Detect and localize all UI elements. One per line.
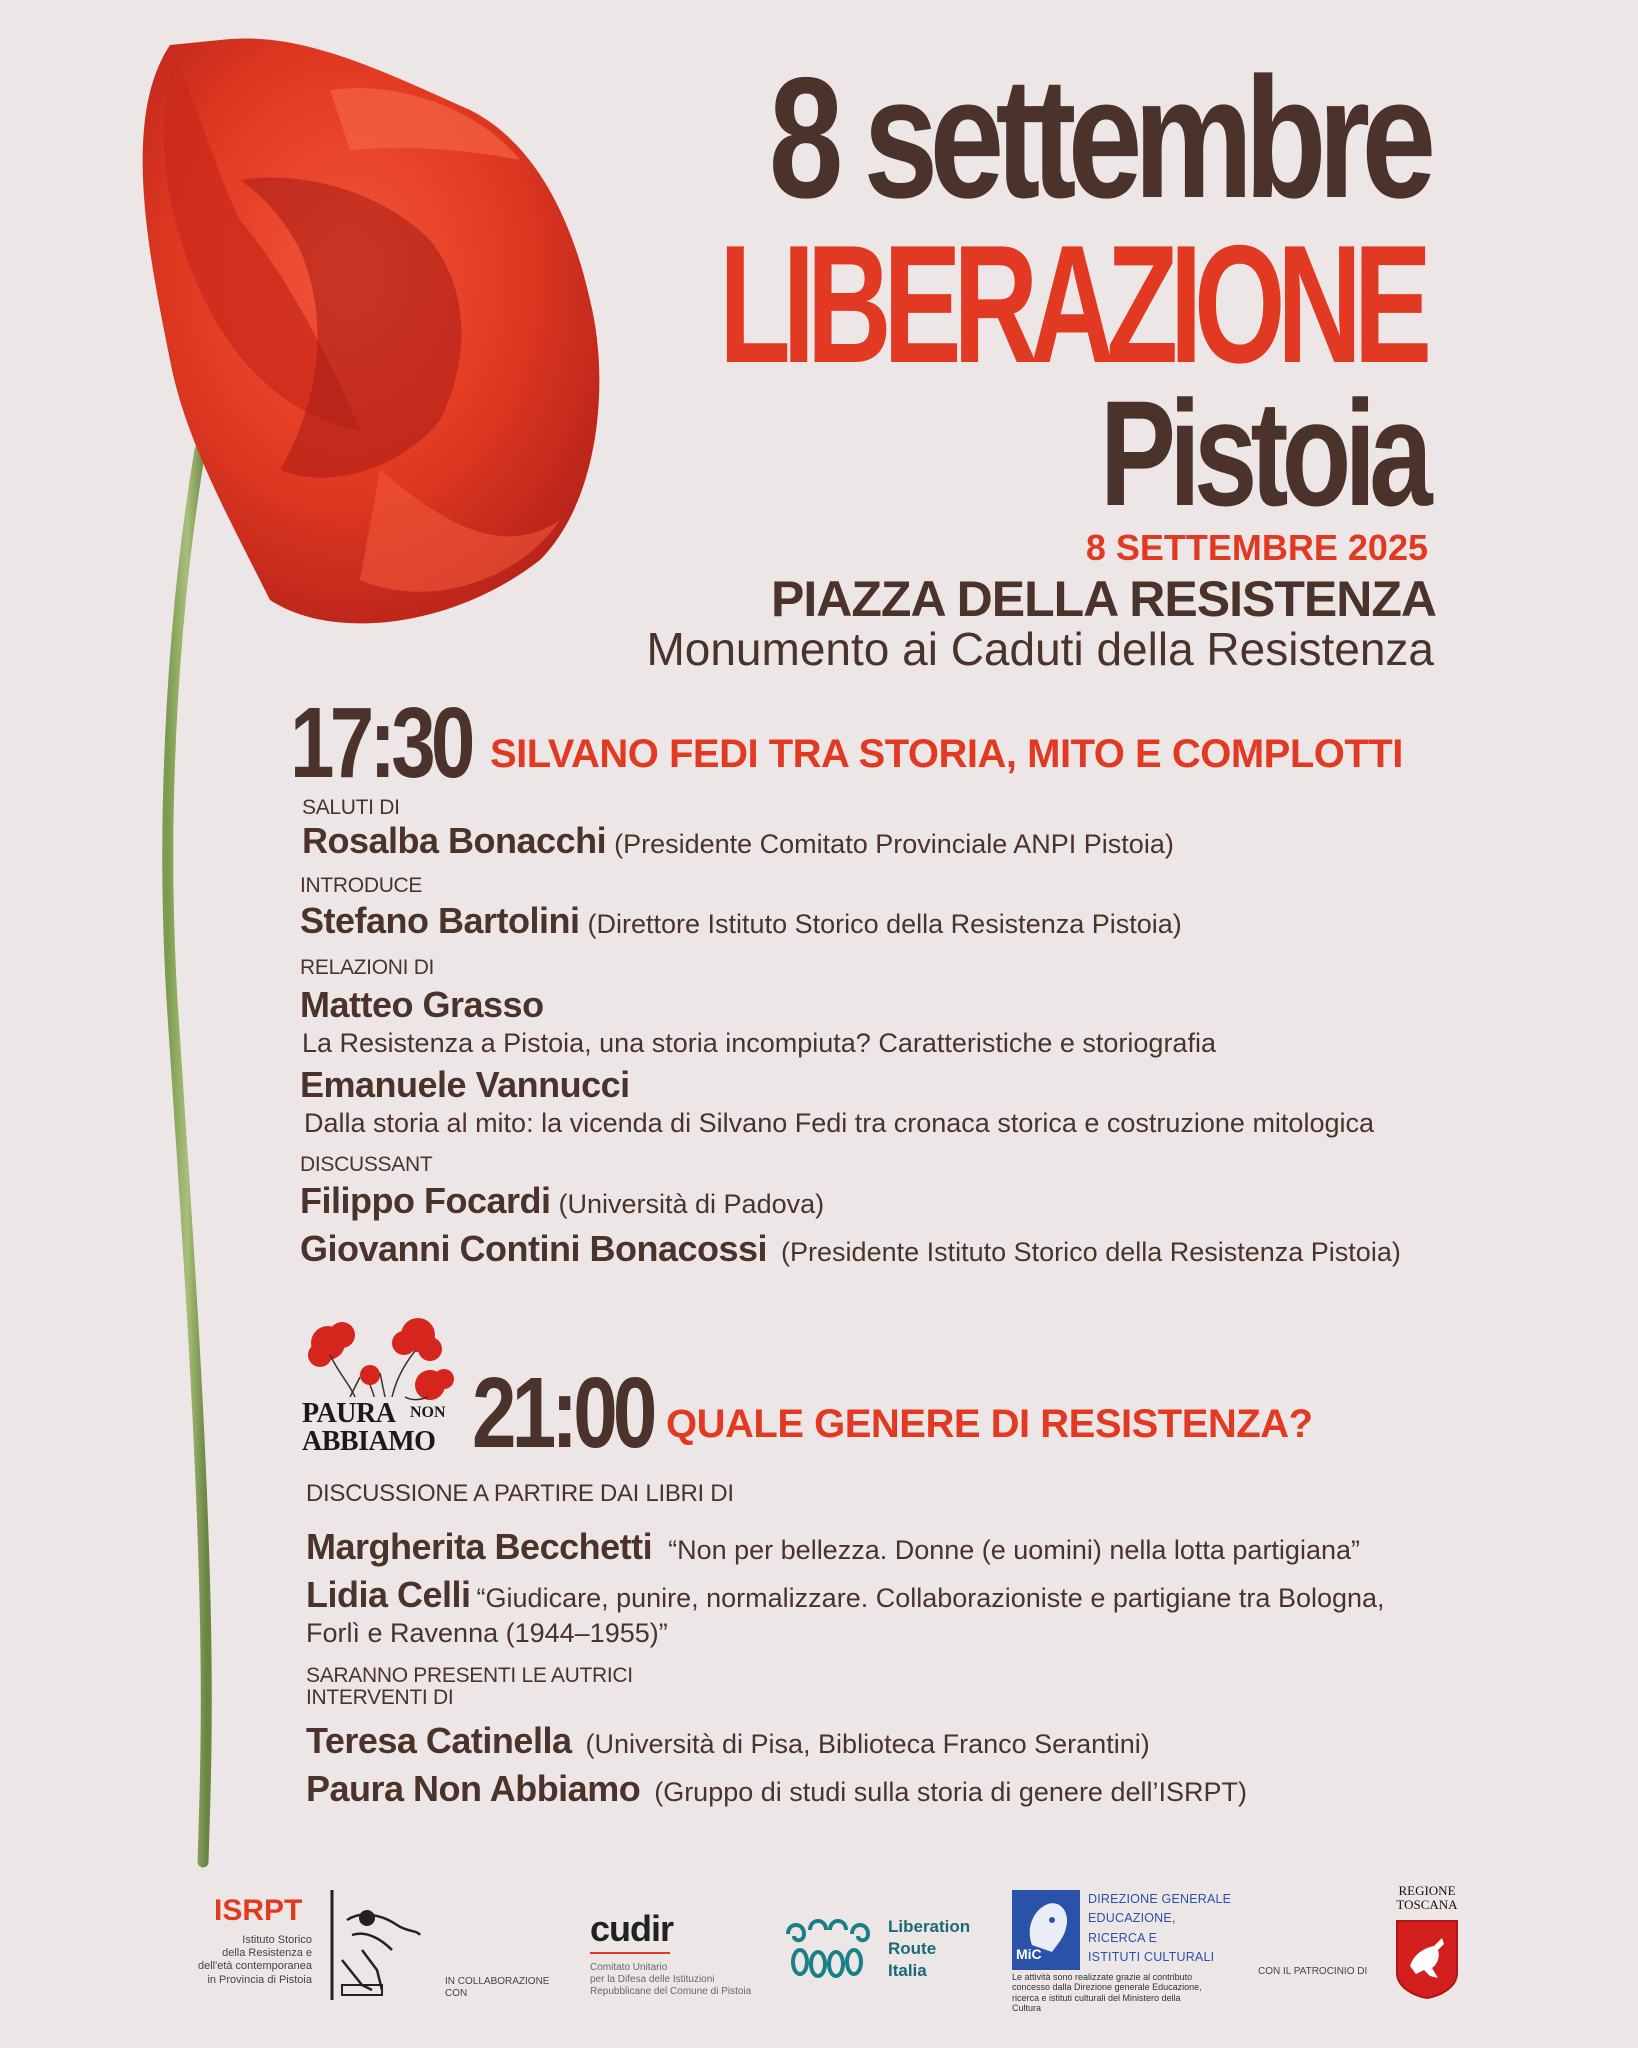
- isrpt-line1: Istituto Storico: [242, 1934, 312, 1946]
- disc2-role: (Presidente Istituto Storico della Resistenza Pistoia): [781, 1237, 1401, 1267]
- disc1-person: [300, 1180, 824, 1222]
- mic-badge: MiC: [1016, 1946, 1042, 1962]
- mic-note-line4: Cultura: [1012, 2003, 1042, 2014]
- saluti-name: Rosalba Bonacchi: [302, 820, 607, 861]
- book2-title-a: “Giudicare, punire, normalizzare. Collaborazioniste e partigiane tra Bologna,: [476, 1583, 1385, 1613]
- disc2-person: [300, 1228, 1401, 1270]
- presenti-label: SARANNO PRESENTI LE AUTRICI: [306, 1664, 633, 1687]
- mic-note-line1: Le attività sono realizzate grazie al contributo: [1012, 1972, 1193, 1982]
- disc2-name: Giovanni Contini Bonacossi: [300, 1228, 768, 1269]
- int1-role: (Università di Pisa, Biblioteca Franco Serantini): [585, 1729, 1150, 1759]
- collaborazione-label: [445, 1976, 549, 2000]
- event-date: 8 SETTEMBRE 2025: [1085, 527, 1428, 568]
- pna-word-abbiamo: ABBIAMO: [302, 1426, 436, 1457]
- saluti-role: (Presidente Comitato Provinciale ANPI Pistoia): [614, 829, 1174, 859]
- book2-person: [306, 1574, 1385, 1616]
- patrocinio-label: CON IL PATROCINIO DI: [1258, 1966, 1368, 1977]
- rel1-person: [300, 984, 544, 1026]
- cudir-line2: per la Difesa delle Istituzioni: [590, 1974, 715, 1985]
- relazioni-label: RELAZIONI DI: [300, 956, 435, 979]
- event-place-sub: Monumento ai Caduti della Resistenza: [646, 623, 1434, 675]
- disc1-name: Filippo Focardi: [300, 1180, 551, 1221]
- cudir-description: [590, 1962, 751, 1998]
- title-liberazione: LIBERAZIONE: [719, 210, 1424, 398]
- isrpt-logo-text: ISRPT: [214, 1894, 303, 1927]
- book1-person: [306, 1526, 1360, 1568]
- lib-line2: Route: [888, 1939, 937, 1959]
- mic-line2: EDUCAZIONE,: [1088, 1911, 1176, 1926]
- cudir-line3: Repubblicane del Comune di Pistoia: [590, 1986, 752, 1997]
- int1-name: Teresa Catinella: [306, 1720, 572, 1761]
- rel2-person: [300, 1064, 630, 1106]
- mic-line1: DIREZIONE GENERALE: [1088, 1892, 1232, 1906]
- mic-note: [1012, 1972, 1202, 2013]
- rel2-desc: Dalla storia al mito: la vicenda di Silvano Fedi tra cronaca storica e costruzione mitologica: [304, 1108, 1374, 1138]
- collab-line1: IN COLLABORAZIONE: [445, 1976, 550, 1987]
- int1-person: [306, 1720, 1150, 1762]
- book2-title-b: Forlì e Ravenna (1944–1955)”: [306, 1618, 668, 1648]
- intro-role: (Direttore Istituto Storico della Resistenza Pistoia): [587, 909, 1182, 939]
- lib-line3: Italia: [888, 1961, 927, 1981]
- rel1-name: Matteo Grasso: [300, 984, 544, 1025]
- event-place: PIAZZA DELLA RESISTENZA: [771, 571, 1436, 627]
- disc1-role: (Università di Padova): [558, 1189, 825, 1219]
- intro-name: Stefano Bartolini: [300, 900, 580, 941]
- slot1-title: SILVANO FEDI TRA STORIA, MITO E COMPLOTTI: [490, 732, 1403, 776]
- book1-title: “Non per bellezza. Donne (e uomini) nella lotta partigiana”: [668, 1535, 1360, 1565]
- rel2-name: Emanuele Vannucci: [300, 1064, 630, 1105]
- mic-line4: ISTITUTI CULTURALI: [1088, 1950, 1215, 1965]
- slot1-time: 17:30: [290, 687, 471, 799]
- book1-name: Margherita Becchetti: [306, 1526, 653, 1567]
- mic-logo: [1012, 1890, 1080, 1970]
- mic-note-line2: concesso dalla Direzione generale Educazione,: [1012, 1982, 1202, 1993]
- slot2-title: QUALE GENERE DI RESISTENZA?: [666, 1402, 1313, 1446]
- regione-line2: TOSCANA: [1396, 1897, 1458, 1913]
- liberation-route-text: [888, 1916, 970, 1982]
- int2-person: [306, 1768, 1247, 1810]
- liberation-route-icon: [780, 1912, 875, 1982]
- isrpt-line4: in Provincia di Pistoia: [207, 1973, 312, 1986]
- mic-note-line3: ricerca e istituti culturali del Ministero della: [1012, 1992, 1181, 2003]
- pna-word-non: NON: [410, 1404, 446, 1421]
- rel1-desc: La Resistenza a Pistoia, una storia incompiuta? Caratteristiche e storiografia: [302, 1028, 1216, 1058]
- isrpt-line2: della Resistenza e: [222, 1947, 312, 1960]
- title-date: 8 settembre: [769, 42, 1428, 234]
- cudir-underline: [590, 1952, 670, 1954]
- int2-role: (Gruppo di studi sulla storia di genere dell’ISRPT): [654, 1777, 1247, 1807]
- intro-label: INTRODUCE: [300, 874, 423, 897]
- book2-name: Lidia Celli: [306, 1574, 471, 1615]
- mic-title: [1088, 1890, 1231, 1968]
- lib-line1: Liberation: [888, 1917, 971, 1936]
- interventi-label: INTERVENTI DI: [306, 1686, 454, 1709]
- mic-line3: RICERCA E: [1088, 1930, 1158, 1945]
- isrpt-description: [180, 1934, 312, 1987]
- slot2-time: 21:00: [472, 1357, 653, 1469]
- title-city: Pistoia: [1100, 369, 1426, 537]
- discussant-label: DISCUSSANT: [300, 1153, 433, 1176]
- pna-word-paura: PAURA: [302, 1398, 396, 1429]
- isrpt-line3: dell'età contemporanea: [197, 1960, 312, 1973]
- discussione-label: DISCUSSIONE A PARTIRE DAI LIBRI DI: [306, 1480, 734, 1507]
- cudir-line1: Comitato Unitario: [590, 1962, 668, 1973]
- int2-name: Paura Non Abbiamo: [306, 1768, 641, 1809]
- intro-person: [300, 900, 1182, 942]
- cudir-logo-text: cudir: [590, 1908, 674, 1949]
- regione-line1: REGIONE: [1398, 1883, 1456, 1898]
- collab-line2: CON: [445, 1988, 468, 1999]
- isrpt-logo-icon: [322, 1890, 422, 2000]
- saluti-label: SALUTI DI: [302, 796, 400, 819]
- regione-toscana-text: [1392, 1884, 1462, 1913]
- saluti-person: [302, 820, 1174, 862]
- regione-toscana-shield-icon: [1394, 1918, 1460, 2000]
